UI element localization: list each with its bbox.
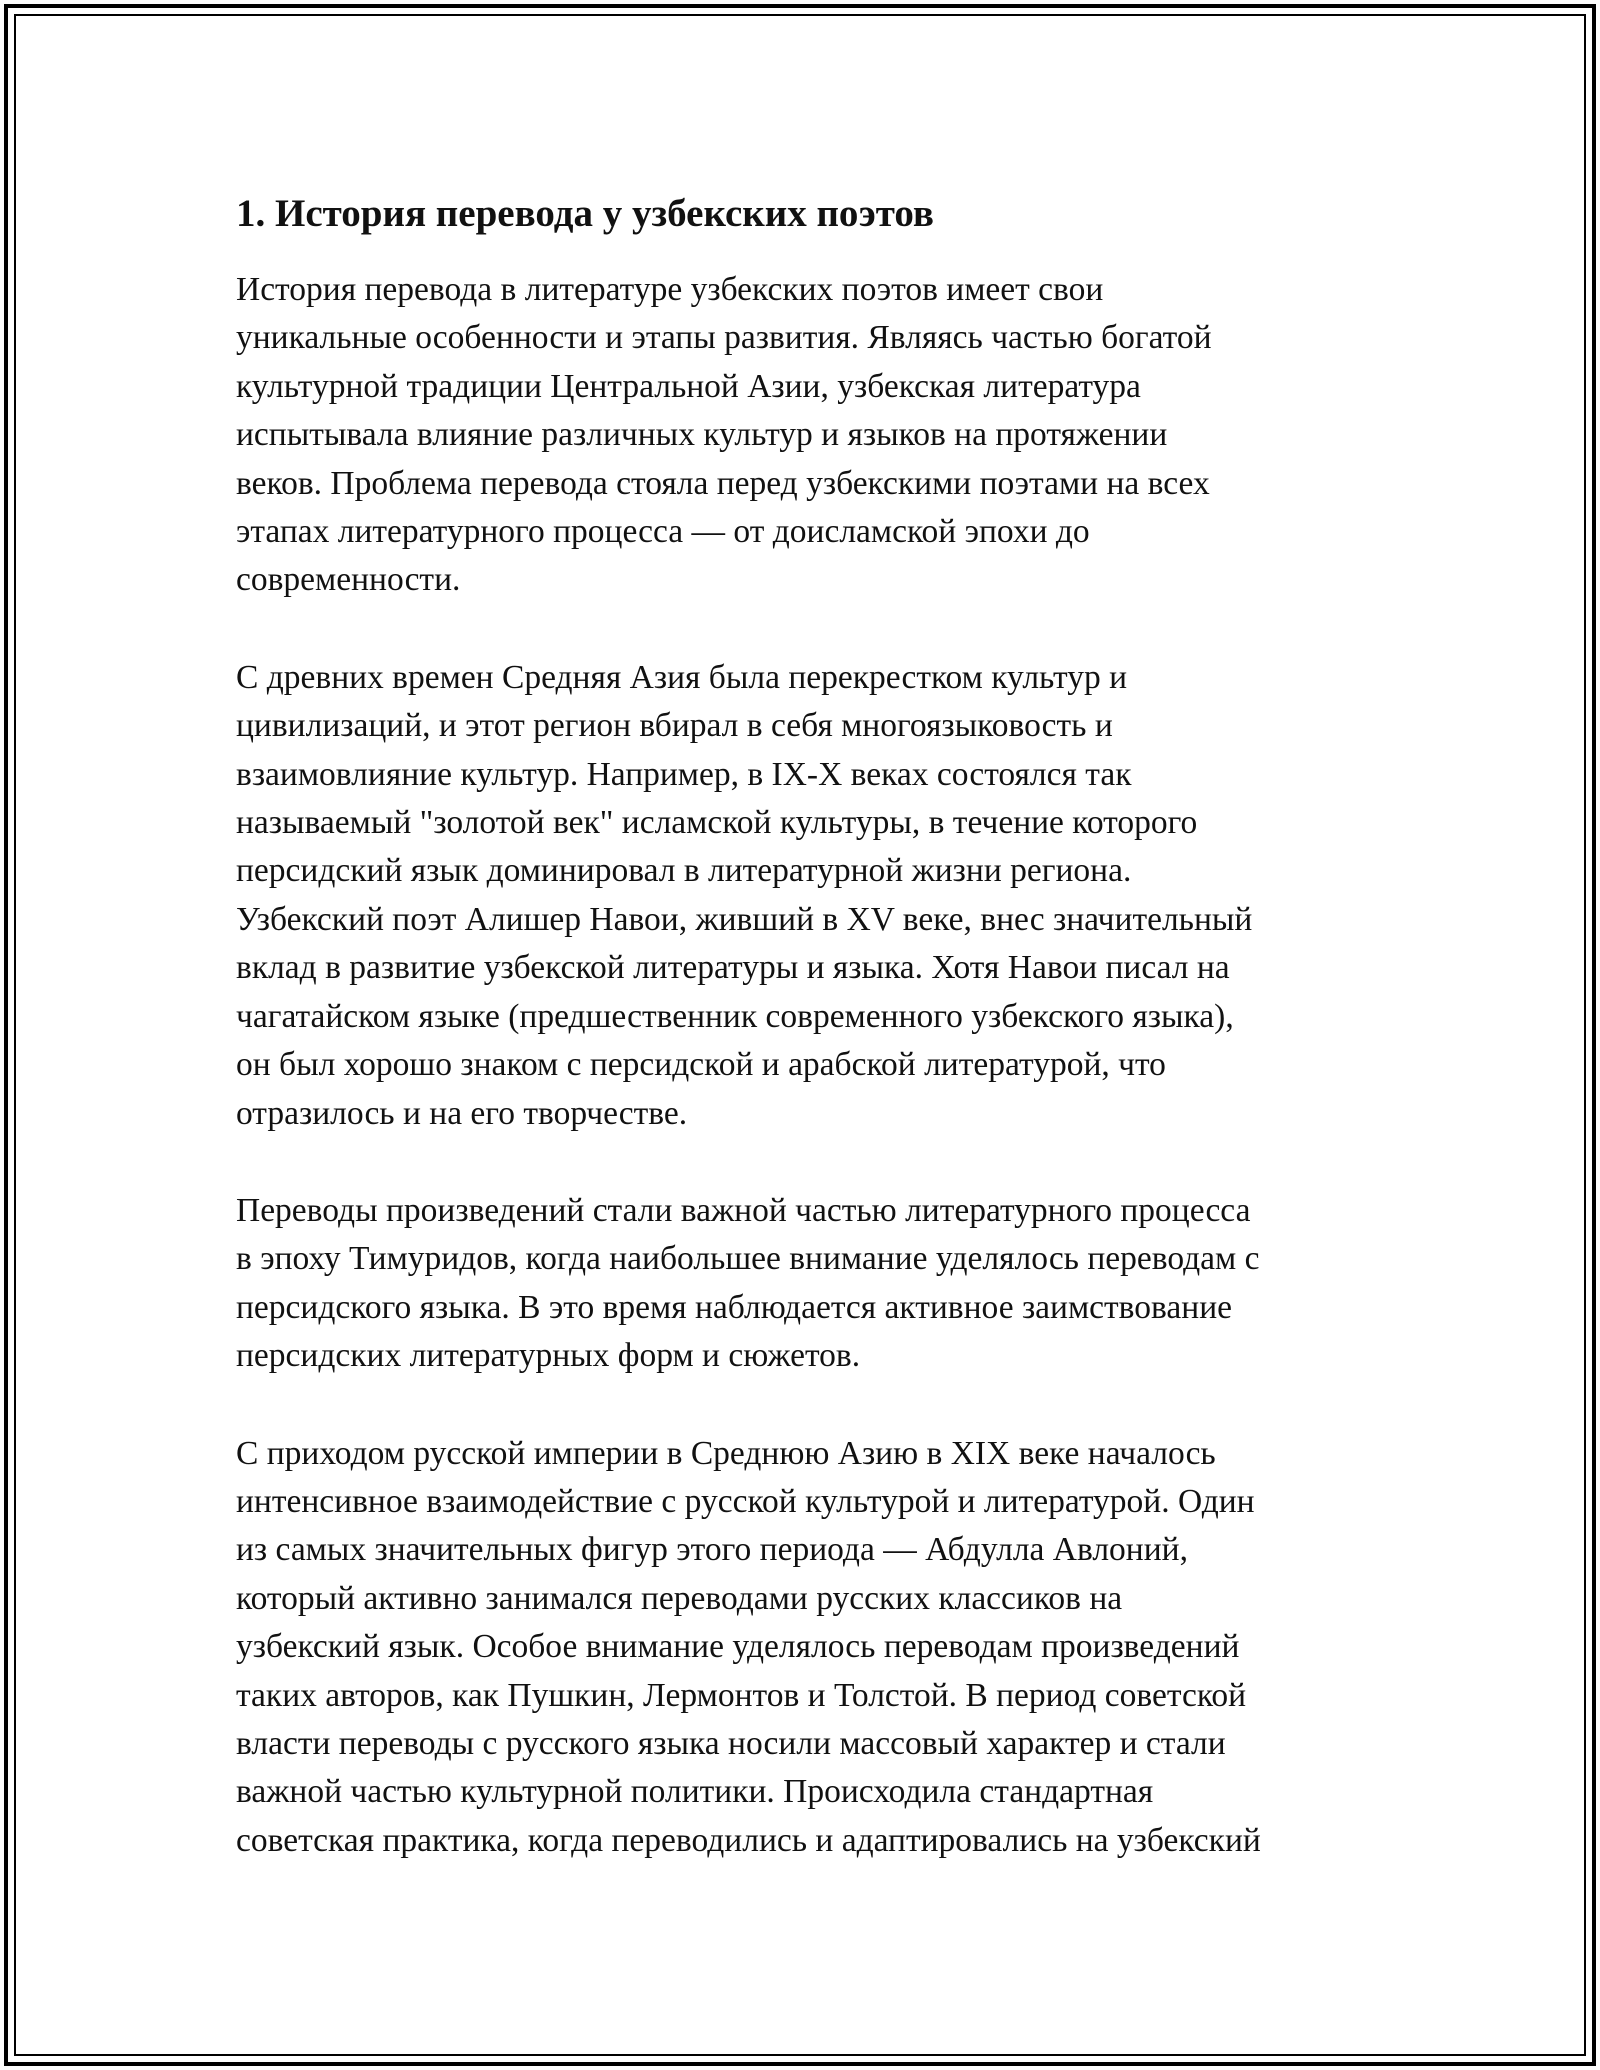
text-line: испытывала влияние различных культур и языков на протяжении xyxy=(236,416,1168,454)
text-line: таких авторов, как Пушкин, Лермонтов и Толстой. В период советской xyxy=(236,1676,1247,1714)
text-line: культурной традиции Центральной Азии, узбекская литература xyxy=(236,367,1141,405)
paragraph-1 xyxy=(236,266,1386,605)
text-line: этапах литературного процесса — от доисламской эпохи до xyxy=(236,513,1090,551)
document-body xyxy=(236,188,1386,1914)
paragraph-2 xyxy=(236,654,1386,1138)
text-line: из самых значительных фигур этого периода — Абдулла Авлоний, xyxy=(236,1531,1188,1569)
text-line: интенсивное взаимодействие с русской культурой и литературой. Один xyxy=(236,1482,1255,1520)
text-line: С приходом русской империи в Среднюю Азию в XIX веке началось xyxy=(236,1434,1216,1472)
text-line: С древних времен Средняя Азия была перекрестком культур и xyxy=(236,658,1128,696)
text-line: современности. xyxy=(236,561,461,599)
text-line: важной частью культурной политики. Происходила стандартная xyxy=(236,1773,1154,1811)
text-line: веков. Проблема перевода стояла перед узбекскими поэтами на всех xyxy=(236,464,1210,502)
text-line: отразилось и на его творчестве. xyxy=(236,1094,688,1132)
text-line: цивилизаций, и этот регион вбирал в себя многоязыковость и xyxy=(236,707,1113,745)
text-line: взаимовлияние культур. Например, в IX-X веках состоялся так xyxy=(236,755,1132,793)
text-line: персидского языка. В это время наблюдается активное заимствование xyxy=(236,1288,1232,1326)
section-heading: 1. История перевода у узбекских поэтов xyxy=(236,192,934,235)
text-line: вклад в развитие узбекской литературы и языка. Хотя Навои писал на xyxy=(236,949,1230,987)
text-line: Переводы произведений стали важной частью литературного процесса xyxy=(236,1191,1251,1229)
text-line: чагатайском языке (предшественник современного узбекского языка), xyxy=(236,997,1234,1035)
text-line: который активно занимался переводами русских классиков на xyxy=(236,1579,1123,1617)
text-line: называемый "золотой век" исламской культуры, в течение которого xyxy=(236,804,1198,842)
text-line: в эпоху Тимуридов, когда наибольшее внимание уделялось переводам с xyxy=(236,1240,1260,1278)
text-line: персидских литературных форм и сюжетов. xyxy=(236,1337,861,1375)
paragraph-3 xyxy=(236,1187,1386,1381)
paragraph-4 xyxy=(236,1430,1386,1866)
text-line: узбекский язык. Особое внимание уделялось переводам произведений xyxy=(236,1628,1240,1666)
text-line: персидский язык доминировал в литературной жизни региона. xyxy=(236,852,1132,890)
text-line: Узбекский поэт Алишер Навои, живший в XV веке, внес значительный xyxy=(236,900,1253,938)
text-line: он был хорошо знаком с персидской и арабской литературой, что xyxy=(236,1046,1166,1084)
text-line: История перевода в литературе узбекских поэтов имеет свои xyxy=(236,271,1104,308)
text-line: власти переводы с русского языка носили массовый характер и стали xyxy=(236,1724,1226,1762)
text-line: советская практика, когда переводились и адаптировались на узбекский xyxy=(236,1821,1261,1859)
text-line: уникальные особенности и этапы развития. Являясь частью богатой xyxy=(236,319,1212,357)
